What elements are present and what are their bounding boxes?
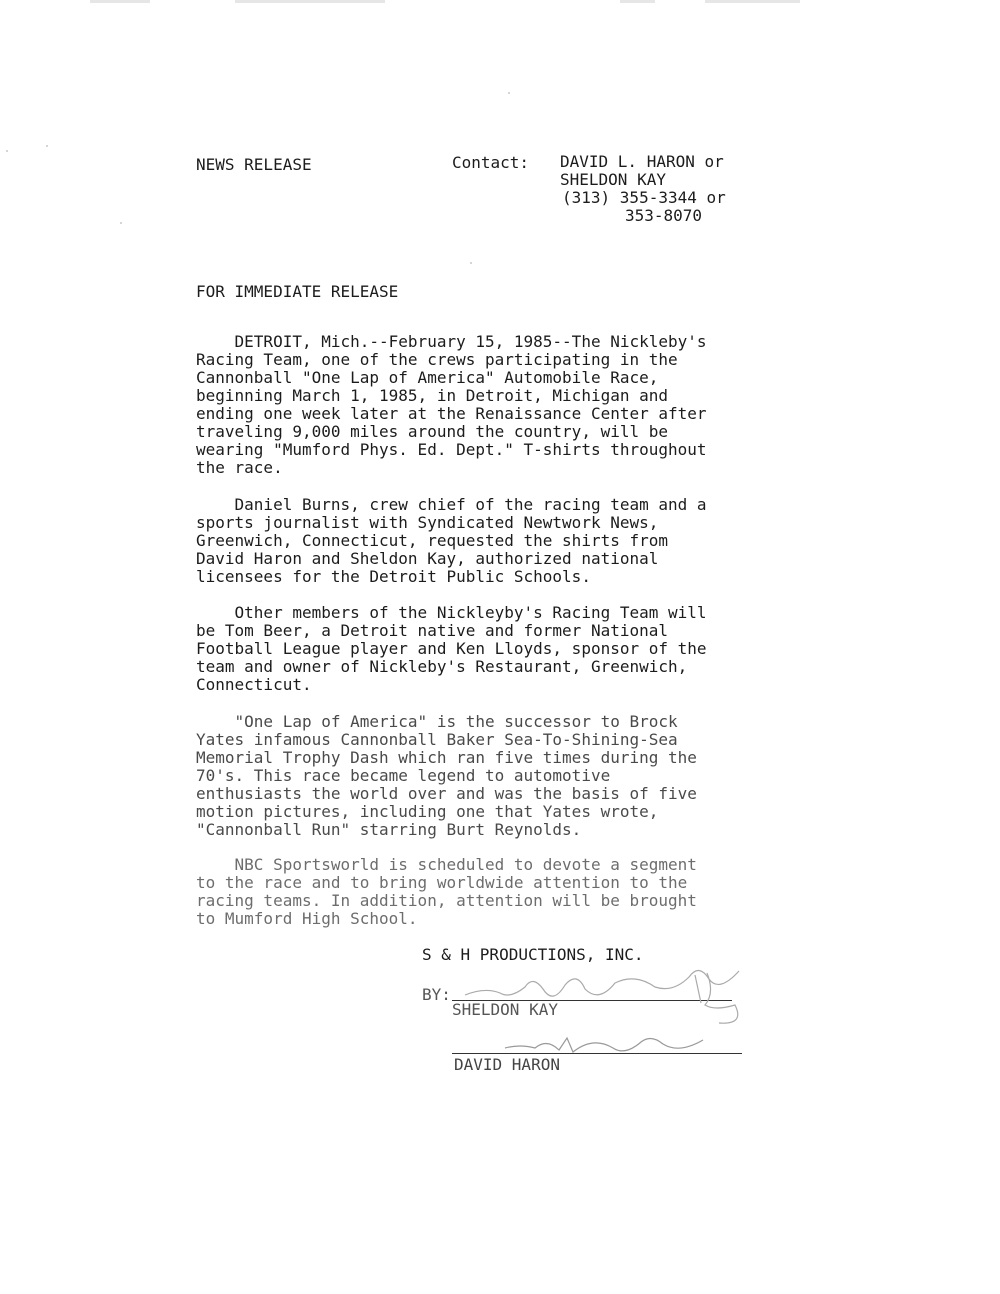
contact-line: SHELDON KAY [560, 170, 666, 189]
paragraph-line: Greenwich, Connecticut, requested the shirts from [196, 531, 669, 550]
paragraph-line: "One Lap of America" is the successor to Brock [196, 712, 678, 731]
paragraph-5 [196, 856, 796, 928]
scan-artifact [620, 0, 655, 3]
paragraph-line: ending one week later at the Renaissance Center after [196, 404, 707, 423]
paragraph-line: Daniel Burns, crew chief of the racing team and a [196, 495, 707, 514]
paragraph-line: team and owner of Nickleby's Restaurant, Greenwich, [196, 657, 688, 676]
paragraph-4 [196, 713, 796, 839]
paragraph-1 [196, 333, 796, 477]
paragraph-line: licensees for the Detroit Public Schools. [196, 567, 591, 586]
paragraph-line: Football League player and Ken Lloyds, sponsor of the [196, 639, 707, 658]
news-release-label: NEWS RELEASE [196, 155, 312, 174]
paragraph-line: Memorial Trophy Dash which ran five times during the [196, 748, 697, 767]
paragraph-line: "Cannonball Run" starring Burt Reynolds. [196, 820, 582, 839]
paragraph-line: to the race and to bring worldwide attention to the [196, 873, 688, 892]
contact-label: Contact: [452, 153, 530, 172]
paragraph-line: DETROIT, Mich.--February 15, 1985--The Nickleby's [196, 332, 707, 351]
paragraph-line: David Haron and Sheldon Kay, authorized national [196, 549, 659, 568]
paragraph-line: the race. [196, 458, 283, 477]
signer-1-name: SHELDON KAY [452, 1000, 558, 1019]
paragraph-line: Other members of the Nickleyby's Racing Team will [196, 603, 707, 622]
by-label: BY: [422, 985, 451, 1004]
contact-line: 353-8070 [625, 206, 703, 225]
scan-artifact [705, 0, 800, 3]
paragraph-line: Racing Team, one of the crews participating in the [196, 350, 678, 369]
release-line: FOR IMMEDIATE RELEASE [196, 282, 399, 301]
paragraph-2 [196, 496, 796, 586]
paragraph-3 [196, 604, 796, 694]
paragraph-line: motion pictures, including one that Yates wrote, [196, 802, 659, 821]
paragraph-line: 70's. This race became legend to automotive [196, 766, 611, 785]
signer-2-name: DAVID HARON [454, 1055, 560, 1074]
contact-line: DAVID L. HARON or [560, 152, 724, 171]
paragraph-line: racing teams. In addition, attention will be brought [196, 891, 697, 910]
paragraph-line: traveling 9,000 miles around the country, will be [196, 422, 669, 441]
paragraph-line: be Tom Beer, a Detroit native and former National [196, 621, 669, 640]
company-name: S & H PRODUCTIONS, INC. [422, 945, 644, 964]
paragraph-line: NBC Sportsworld is scheduled to devote a segment [196, 855, 697, 874]
scan-artifact [90, 0, 150, 3]
paragraph-line: wearing "Mumford Phys. Ed. Dept." T-shirts throughout [196, 440, 707, 459]
paragraph-line: Connecticut. [196, 675, 312, 694]
paragraph-line: Cannonball "One Lap of America" Automobile Race, [196, 368, 659, 387]
paragraph-line: Yates infamous Cannonball Baker Sea-To-Shining-Sea [196, 730, 678, 749]
paragraph-line: beginning March 1, 1985, in Detroit, Michigan and [196, 386, 669, 405]
paragraph-line: sports journalist with Syndicated Newtwork News, [196, 513, 659, 532]
scan-artifact [235, 0, 385, 3]
paragraph-line: enthusiasts the world over and was the basis of five [196, 784, 697, 803]
paragraph-line: to Mumford High School. [196, 909, 418, 928]
contact-line: (313) 355-3344 or [562, 188, 726, 207]
signature-line [452, 1053, 742, 1054]
